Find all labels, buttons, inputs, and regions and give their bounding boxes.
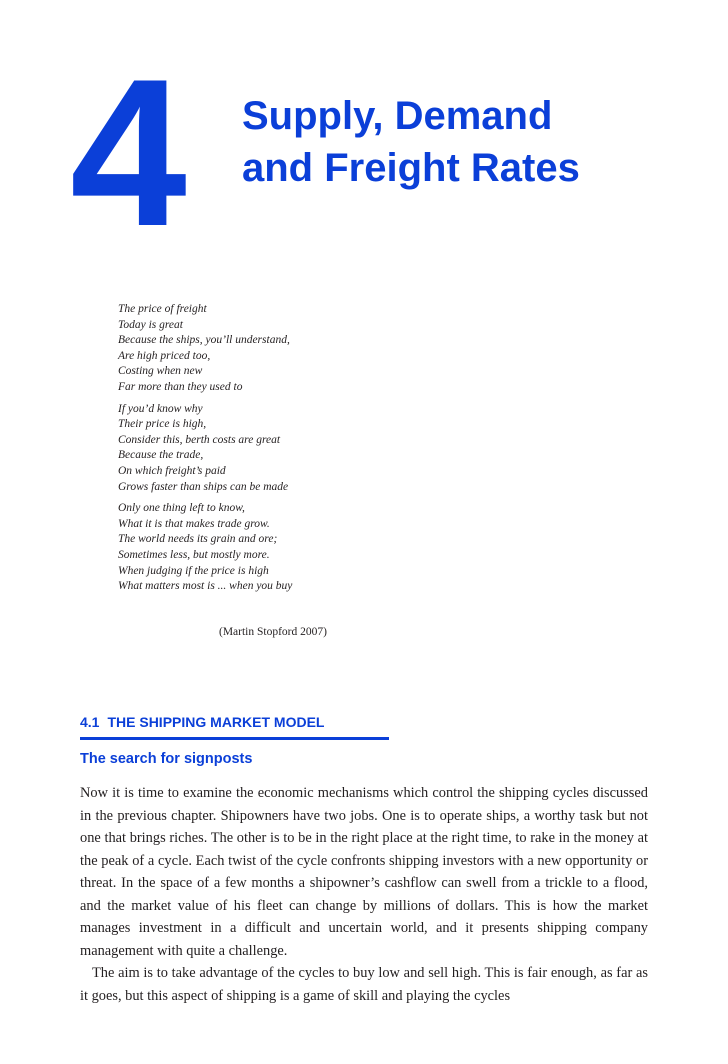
poem-line: Because the trade,	[118, 449, 204, 462]
poem-line: Consider this, berth costs are great	[118, 433, 281, 446]
poem-line: What matters most is ... when you buy	[118, 580, 293, 593]
poem-line: Are high priced too,	[118, 349, 211, 362]
poem-line: When judging if the price is high	[118, 564, 269, 577]
poem-line: What it is that makes trade grow.	[118, 517, 270, 530]
poem-line: Only one thing left to know,	[118, 502, 245, 515]
section-number: 4.1	[80, 714, 100, 730]
chapter-title-line-1: Supply, Demand	[242, 94, 553, 138]
poem-stanza-2	[118, 402, 518, 496]
poem-line: Because the ships, you’ll understand,	[118, 334, 290, 347]
poem-line: Costing when new	[118, 365, 203, 378]
poem-line: The price of freight	[118, 303, 207, 315]
poem-line: Their price is high,	[118, 418, 207, 431]
body-paragraph: Now it is time to examine the economic mechanisms which control the shipping cycles discussed in the previous chapter. Shipowners have two jobs. One is to operate ships, a worthy task but not one that brings riches. The other is to be in the right place at the right time, to rake in the money at the peak of a cycle. Each twist of the cycle confronts shipping investors with a new opportunity or threat. In the space of a few months a shipowner’s cashflow can swell from a trickle to a flood, and the market value of his fleet can change by millions of dollars. This is how the market manages investment in a difficult and uncertain world, and it presents shipping company management with quite a challenge.	[80, 785, 648, 959]
subsection-heading: The search for signposts	[80, 751, 253, 767]
poem-line: On which freight’s paid	[118, 464, 226, 477]
body-text	[80, 782, 648, 1007]
section-heading	[80, 713, 324, 731]
epigraph-poem	[118, 302, 518, 601]
body-paragraph: The aim is to take advantage of the cycles to buy low and sell high. This is fair enough, as far as it goes, but this aspect of shipping is a game of skill and playing the cycles	[80, 965, 648, 1004]
epigraph-attribution: (Martin Stopford 2007)	[219, 626, 327, 638]
poem-line: Far more than they used to	[118, 380, 243, 393]
poem-line: Sometimes less, but mostly more.	[118, 548, 270, 561]
poem-line: Grows faster than ships can be made	[118, 480, 289, 493]
section-title: THE SHIPPING MARKET MODEL	[107, 714, 325, 730]
poem-line: Today is great	[118, 318, 183, 331]
chapter-title	[242, 90, 702, 194]
poem-line: If you’d know why	[118, 402, 203, 415]
poem-line: The world needs its grain and ore;	[118, 533, 278, 546]
poem-stanza-3	[118, 501, 518, 595]
chapter-number: 4	[70, 35, 183, 270]
chapter-title-line-2: and Freight Rates	[242, 146, 580, 190]
section-rule-divider	[80, 737, 389, 740]
poem-stanza-1	[118, 302, 518, 396]
